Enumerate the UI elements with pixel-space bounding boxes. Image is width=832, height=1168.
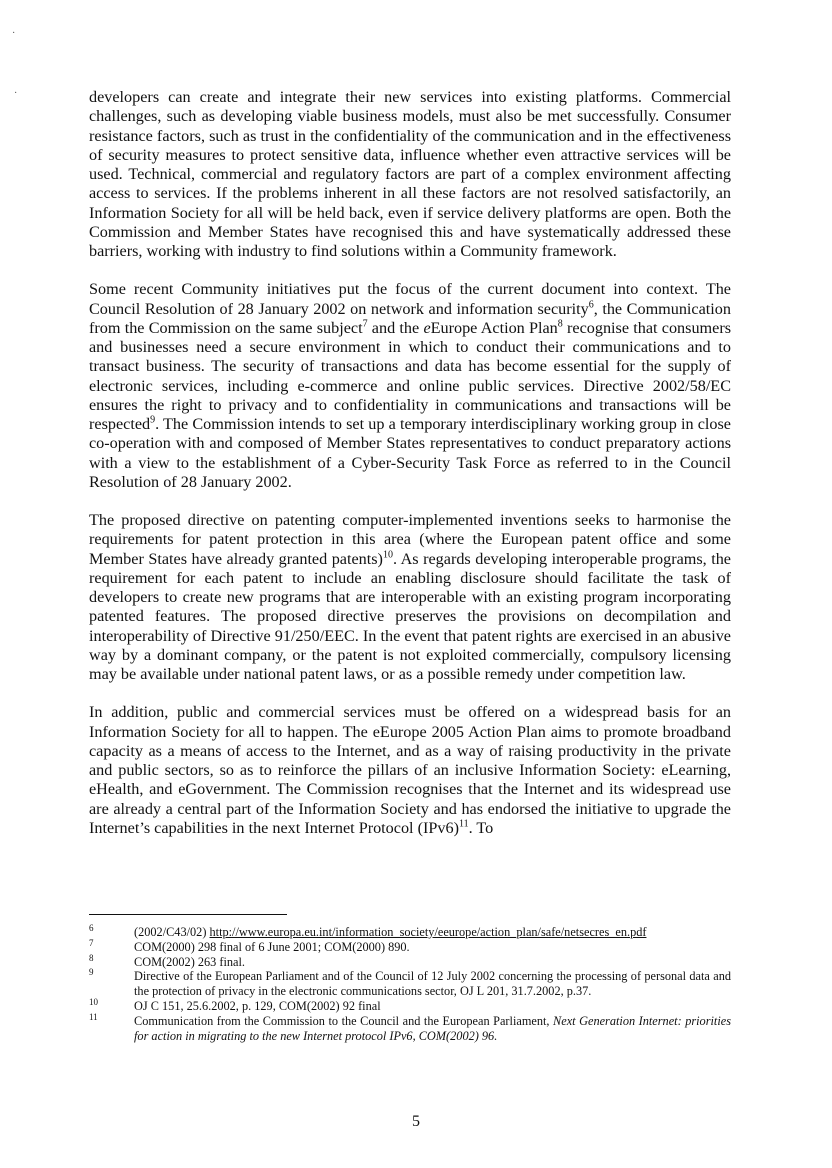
footnote-divider [89, 914, 287, 915]
footnote-10 [89, 996, 731, 1014]
footnote-number: 10 [89, 996, 98, 1007]
footnote-link[interactable]: http://www.europa.eu.int/information_society/eeurope/action_plan/safe/netsecres_en.pdf [209, 925, 647, 939]
paragraph-2 [89, 280, 731, 492]
footnote-ref-6[interactable]: 6 [588, 299, 594, 311]
paragraph-3 [89, 511, 731, 684]
footnote-number: 11 [89, 1011, 98, 1022]
text-run: . To [468, 818, 494, 837]
footnote-text-italic: Next Generation Internet: priorities for action in migrating to the new Internet protocol IPv6, COM(2002) 96. [134, 1013, 731, 1043]
text-run: and the [367, 318, 424, 337]
footnote-text: Directive of the European Parliament and of the Council of 12 July 2002 concerning the processing of personal data and the protection of privacy in the electronic communications sector, OJ L 201, 31.7.2002, p.37. [134, 969, 731, 999]
footnote-9 [89, 969, 731, 999]
text-run: Some recent Community initiatives put the focus of the current document into context. The Council Resolution of 28 January 2002 on network and information security [89, 280, 731, 318]
footnote-7 [89, 937, 731, 955]
scan-mark: · [12, 28, 16, 39]
footnote-11 [89, 1011, 731, 1044]
footnote-number: 6 [89, 923, 94, 933]
text-run: , the Communication from the Commission on the same subject [89, 299, 731, 337]
text-run: Europe Action Plan [430, 318, 558, 337]
footnote-text: COM(2000) 298 final of 6 June 2001; COM(2000) 890. [134, 939, 410, 954]
footnote-number: 7 [89, 937, 94, 948]
paragraph-4 [89, 703, 731, 838]
footnote-ref-9[interactable]: 9 [150, 414, 156, 426]
text-run-italic: e [423, 318, 431, 337]
footnote-text: (2002/C43/02) [134, 925, 210, 939]
footnote-text: Communication from the Commission to the Council and the European Parliament, [134, 1013, 554, 1028]
footnotes [89, 925, 731, 1043]
scan-mark: · [14, 88, 18, 99]
body-text [89, 88, 731, 857]
footnote-6 [89, 925, 731, 940]
text-run: In addition, public and commercial services must be offered on a widespread basis for an Information Society for all to happen. The eEurope 2005 Action Plan aims to promote broadband capacity as a means of access to the Internet, and as a way of raising productivity in the private and public sectors, so as to reinforce the pillars of an inclusive Information Society: eLearning, eHealth, and eGovernment. The Commission recognises that the Internet and its widespread use are already a central part of the Information Society and has endorsed the initiative to upgrade the Internet’s capabilities in the next Internet Protocol (IPv6) [89, 703, 731, 837]
footnote-8 [89, 952, 731, 970]
footnote-number: 9 [89, 967, 94, 978]
page-number: 5 [412, 1113, 420, 1130]
footnote-ref-10[interactable]: 10 [382, 549, 393, 561]
footnote-number: 8 [89, 952, 94, 963]
footnote-text: OJ C 151, 25.6.2002, p. 129, COM(2002) 92 final [134, 998, 381, 1013]
paragraph-1: developers can create and integrate their new services into existing platforms. Commercial challenges, such as developing viable business models, must also be met successfully. Consumer resistance factors, such as trust in the confidentiality of the communication and in the effectiveness of security measures to protect sensitive data, influence whether even attractive services will be used. Technical, commercial and regulatory factors are part of a complex environment affecting access to services. If the problems inherent in all these factors are not resolved satisfactorily, an Information Society for all will be held back, even if service delivery platforms are open. Both the Commission and Member States have recognised this and have systematically addressed these barriers, working with industry to find solutions within a Community framework. [89, 88, 731, 260]
footnote-ref-8[interactable]: 8 [557, 318, 563, 330]
text-run: . The Commission intends to set up a temporary interdisciplinary working group in close co-operation with and composed of Member States representatives to conduct preparatory actions with a view to the establishment of a Cyber-Security Task Force as referred to in the Council Resolution of 28 January 2002. [89, 415, 731, 491]
footnote-ref-7[interactable]: 7 [362, 318, 368, 330]
text-run: recognise that consumers and businesses need a secure environment in which to conduct their communications and to transact business. The security of transactions and data has become essential for the supply of electronic services, including e-commerce and online public services. Directive 2002/58/EC ensures the right to privacy and to confidentiality in communications and transactions will be respected [89, 318, 732, 433]
footnote-ref-11[interactable]: 11 [458, 818, 469, 830]
text-run: The proposed directive on patenting computer-implemented inventions seeks to harmonise the requirements for patent protection in this area (where the European patent office and some Member States have already granted patents) [89, 511, 731, 568]
footnote-text: COM(2002) 263 final. [134, 954, 246, 969]
text-run: . As regards developing interoperable programs, the requirement for each patent to include an enabling disclosure should facilitate the task of developers to create new programs that are interoperable with an existing program incorporating patented features. The proposed directive preserves the provisions on decompilation and interoperability of Directive 91/250/EEC. In the event that patent rights are exercised in an abusive way by a dominant company, or the patent is not exploited commercially, compulsory licensing may be available under national patent laws, or as a possible remedy under competition law. [89, 549, 731, 683]
